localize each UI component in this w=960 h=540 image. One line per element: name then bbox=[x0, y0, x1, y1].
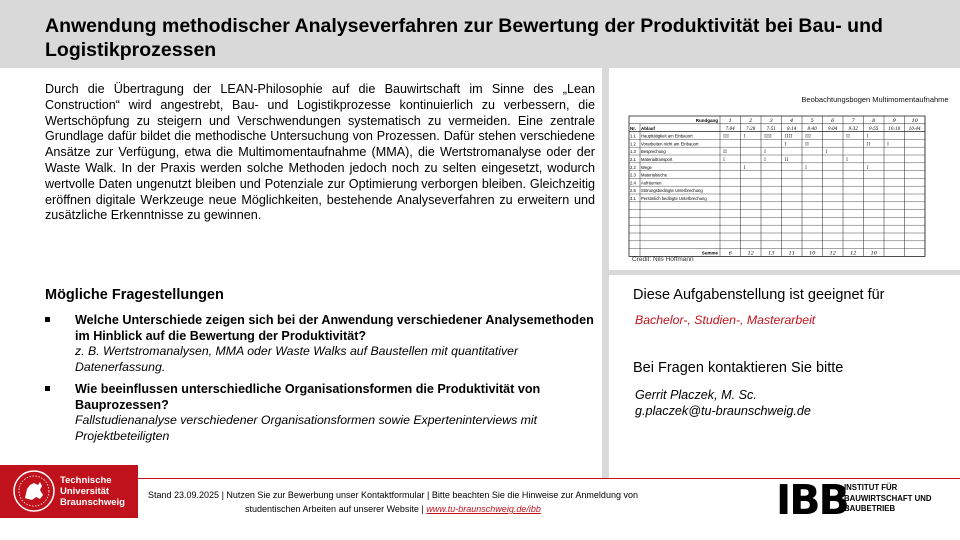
contact-label: Bei Fragen kontaktieren Sie bitte bbox=[633, 360, 844, 376]
sheet-round-number: 9 bbox=[892, 118, 896, 124]
bullet-icon bbox=[45, 317, 50, 322]
contact-email[interactable]: g.placzek@tu-braunschweig.de bbox=[635, 404, 811, 418]
website-link[interactable]: www.tu-braunschweig.de/ibb bbox=[426, 504, 541, 514]
ibb-logo: IBB bbox=[776, 476, 848, 524]
question-text: Welche Unterschiede zeigen sich bei der Anwendung verschiedener Analysemethoden im Hinblick auf die Bewertung der Produktivität? bbox=[75, 313, 594, 343]
sheet-tally-mark: II bbox=[805, 141, 809, 148]
sheet-row-nr: 1.2 bbox=[630, 141, 636, 147]
vertical-divider bbox=[602, 68, 609, 478]
sheet-tally-mark: I bbox=[825, 149, 828, 156]
sheet-round-number: 2 bbox=[749, 118, 753, 124]
sheet-col-activity: Ablauf bbox=[641, 125, 655, 131]
sheet-tally-mark: II bbox=[866, 141, 871, 148]
sheet-row-label: Materialsuche bbox=[641, 172, 668, 178]
sheet-sum-value: 12 bbox=[850, 250, 857, 257]
sheet-tally-mark: III bbox=[805, 133, 811, 140]
sheet-round-label: Rundgang bbox=[695, 118, 718, 123]
sheet-row-label: Vorarbeiten nicht am Einbauort bbox=[641, 141, 699, 147]
tu-name: Technische Universität Braunschweig bbox=[60, 475, 125, 508]
sheet-row-nr: 2.2 bbox=[630, 164, 636, 170]
title-bar bbox=[0, 0, 960, 68]
questions-list bbox=[45, 313, 600, 451]
sheet-tally-mark: I bbox=[723, 157, 725, 163]
ibb-institute-name: INSTITUT FÜR BAUWIRTSCHAFT UND BAUBETRIEB bbox=[844, 483, 932, 513]
sheet-round-number: 3 bbox=[769, 118, 773, 124]
question-detail: z. B. Wertstromanalysen, MMA oder Waste Walks auf Baustellen mit quantitativer Datenerfassung. bbox=[75, 344, 519, 374]
sheet-sum-value: 12 bbox=[747, 250, 754, 257]
sheet-round-number: 1 bbox=[728, 118, 732, 124]
sheet-title: Beobachtungsbogen Multimomentaufnahme bbox=[801, 95, 949, 104]
sheet-row-label: Wege bbox=[641, 164, 652, 170]
sheet-row-nr: 2.5 bbox=[630, 188, 636, 194]
question-text: Wie beeinflussen unterschiedliche Organisationsformen die Produktivität von Bauprozessen? bbox=[75, 382, 541, 412]
sheet-tally-mark: I bbox=[743, 133, 746, 140]
question-item bbox=[45, 313, 600, 375]
sheet-time-mark: 10:44 bbox=[908, 125, 921, 131]
sheet-time-mark: 7:51 bbox=[766, 125, 776, 131]
question-detail: Fallstudienanalyse verschiedener Organisationsformen sowie Experteninterviews mit Projektbeteiligten bbox=[75, 413, 538, 443]
lion-seal-icon bbox=[12, 469, 56, 513]
sheet-round-number: 7 bbox=[851, 118, 855, 124]
sheet-tally-mark: I bbox=[866, 133, 869, 140]
sheet-sum-value: 10 bbox=[809, 250, 816, 257]
footer-text bbox=[148, 488, 768, 516]
sheet-row-nr: 2.1 bbox=[630, 157, 636, 162]
suitability-label: Diese Aufgabenstellung ist geeignet für bbox=[633, 287, 885, 303]
sheet-tally-mark: I bbox=[764, 149, 766, 156]
sheet-time-mark: 9:04 bbox=[828, 125, 838, 131]
sheet-row-nr: 1.3 bbox=[630, 149, 636, 155]
sheet-time-mark: 10:18 bbox=[888, 125, 901, 131]
footer-line-1: Stand 23.09.2025 | Nutzen Sie zur Bewerbung unser Kontaktformular | Bitte beachten Sie die Hinweise zur Anmeldung von bbox=[148, 490, 638, 500]
sheet-time-mark: 9:32 bbox=[848, 125, 858, 131]
sheet-row-nr: 3.1 bbox=[630, 196, 636, 201]
sheet-row-label: Materialtransport bbox=[641, 157, 673, 162]
sheet-tally-mark: II bbox=[784, 157, 789, 163]
sheet-tally-mark: III bbox=[723, 133, 729, 140]
sheet-row-label: Aufräumen bbox=[641, 180, 662, 186]
sheet-round-number: 6 bbox=[831, 118, 835, 124]
sheet-tally-mark: I bbox=[764, 157, 766, 163]
sheet-tally-mark: IIII bbox=[764, 133, 772, 140]
question-item bbox=[45, 382, 600, 444]
sheet-tally-mark: I bbox=[866, 164, 869, 171]
questions-heading: Mögliche Fragestellungen bbox=[45, 287, 224, 303]
sheet-sum-value: 6 bbox=[728, 250, 732, 257]
sheet-time-mark: 9:55 bbox=[869, 125, 879, 131]
sheet-time-mark: 8:40 bbox=[807, 125, 817, 131]
page-title: Anwendung methodischer Analyseverfahren zur Bewertung der Produktivität bei Bau- und Logistikprozessen bbox=[45, 15, 883, 61]
sheet-row-label: Besprechung bbox=[641, 149, 666, 155]
sheet-tally-mark: IIII bbox=[784, 133, 793, 140]
sheet-round-number: 10 bbox=[911, 118, 918, 124]
sheet-sum-value: 13 bbox=[768, 250, 775, 257]
sheet-round-number: 8 bbox=[872, 118, 876, 124]
sheet-tally-mark: I bbox=[784, 141, 787, 148]
sheet-time-mark: 7:28 bbox=[746, 125, 756, 131]
sheet-tally-mark: I bbox=[887, 141, 889, 148]
sheet-row-label: Störungsbedingte Unterbrechung bbox=[641, 188, 703, 194]
sheet-row-nr: 2.4 bbox=[630, 180, 636, 186]
image-credit: Credit: Nils Hoffmann bbox=[632, 256, 694, 263]
sheet-row-nr: 2.3 bbox=[630, 172, 636, 178]
sheet-round-number: 5 bbox=[810, 118, 814, 124]
sheet-tally-mark: II bbox=[846, 133, 850, 140]
sheet-sum-label: Summe bbox=[701, 250, 718, 256]
intro-text: Durch die Übertragung der LEAN-Philosophie auf die Bauwirtschaft im Sinne des „Lean Construction“ wird angestrebt, Bau- und Logistikprozesse kontinuierlich zu verbessern, die Wertschöpfung zu steigern und Verschwendungen systematisch zu vermeiden. Eine zentrale Grundlage dafür bildet die methodische Untersuchung von Prozessen. Dafür stehen verschiedene Ansätze zur Verfügung, etwa die Multimomentaufnahme (MMA), die Wertstromanalyse oder der Waste Walk. In der Praxis werden solche Methoden jedoch noch zu selten eingesetzt, wodurch wertvolle Daten ungenutzt bleiben und Potenziale zur Optimierung verborgen bleiben. Gleichzeitig eröffnen digitale Werkzeuge neue Möglichkeiten, bestehende Analyseverfahren zu erweitern und zusätzliche Erkenntnisse zu gewinnen. bbox=[45, 82, 595, 223]
suitability-value: Bachelor-, Studien-, Masterarbeit bbox=[635, 313, 816, 327]
observation-sheet-image bbox=[615, 80, 955, 270]
sheet-time-mark: 7:04 bbox=[725, 125, 735, 131]
sheet-row-label: Haupttätigkeit am Einbauort bbox=[641, 133, 693, 139]
sheet-round-number: 4 bbox=[790, 118, 794, 124]
sheet-row-nr: 1.1 bbox=[630, 133, 636, 139]
sheet-tally-mark: II bbox=[723, 149, 727, 156]
footer-line-2: studentischen Arbeiten auf unserer Website | www.tu-braunschweig.de/ibb bbox=[245, 504, 541, 514]
sheet-tally-mark: I bbox=[743, 164, 746, 171]
sheet-tally-mark: I bbox=[846, 157, 848, 163]
tu-braunschweig-logo bbox=[0, 465, 138, 518]
sheet-sum-value: 12 bbox=[829, 250, 836, 257]
sheet-sum-value: 10 bbox=[870, 250, 877, 257]
horizontal-divider bbox=[609, 270, 960, 275]
sheet-col-nr: Nr. bbox=[630, 125, 637, 131]
sheet-tally-mark: I bbox=[805, 164, 807, 171]
sheet-time-mark: 8:14 bbox=[787, 125, 797, 131]
contact-name: Gerrit Placzek, M. Sc. bbox=[635, 388, 757, 402]
sheet-row-label: Persönlich bedingte Unterbrechung bbox=[641, 196, 707, 201]
sheet-sum-value: 11 bbox=[788, 250, 795, 257]
bullet-icon bbox=[45, 386, 50, 391]
